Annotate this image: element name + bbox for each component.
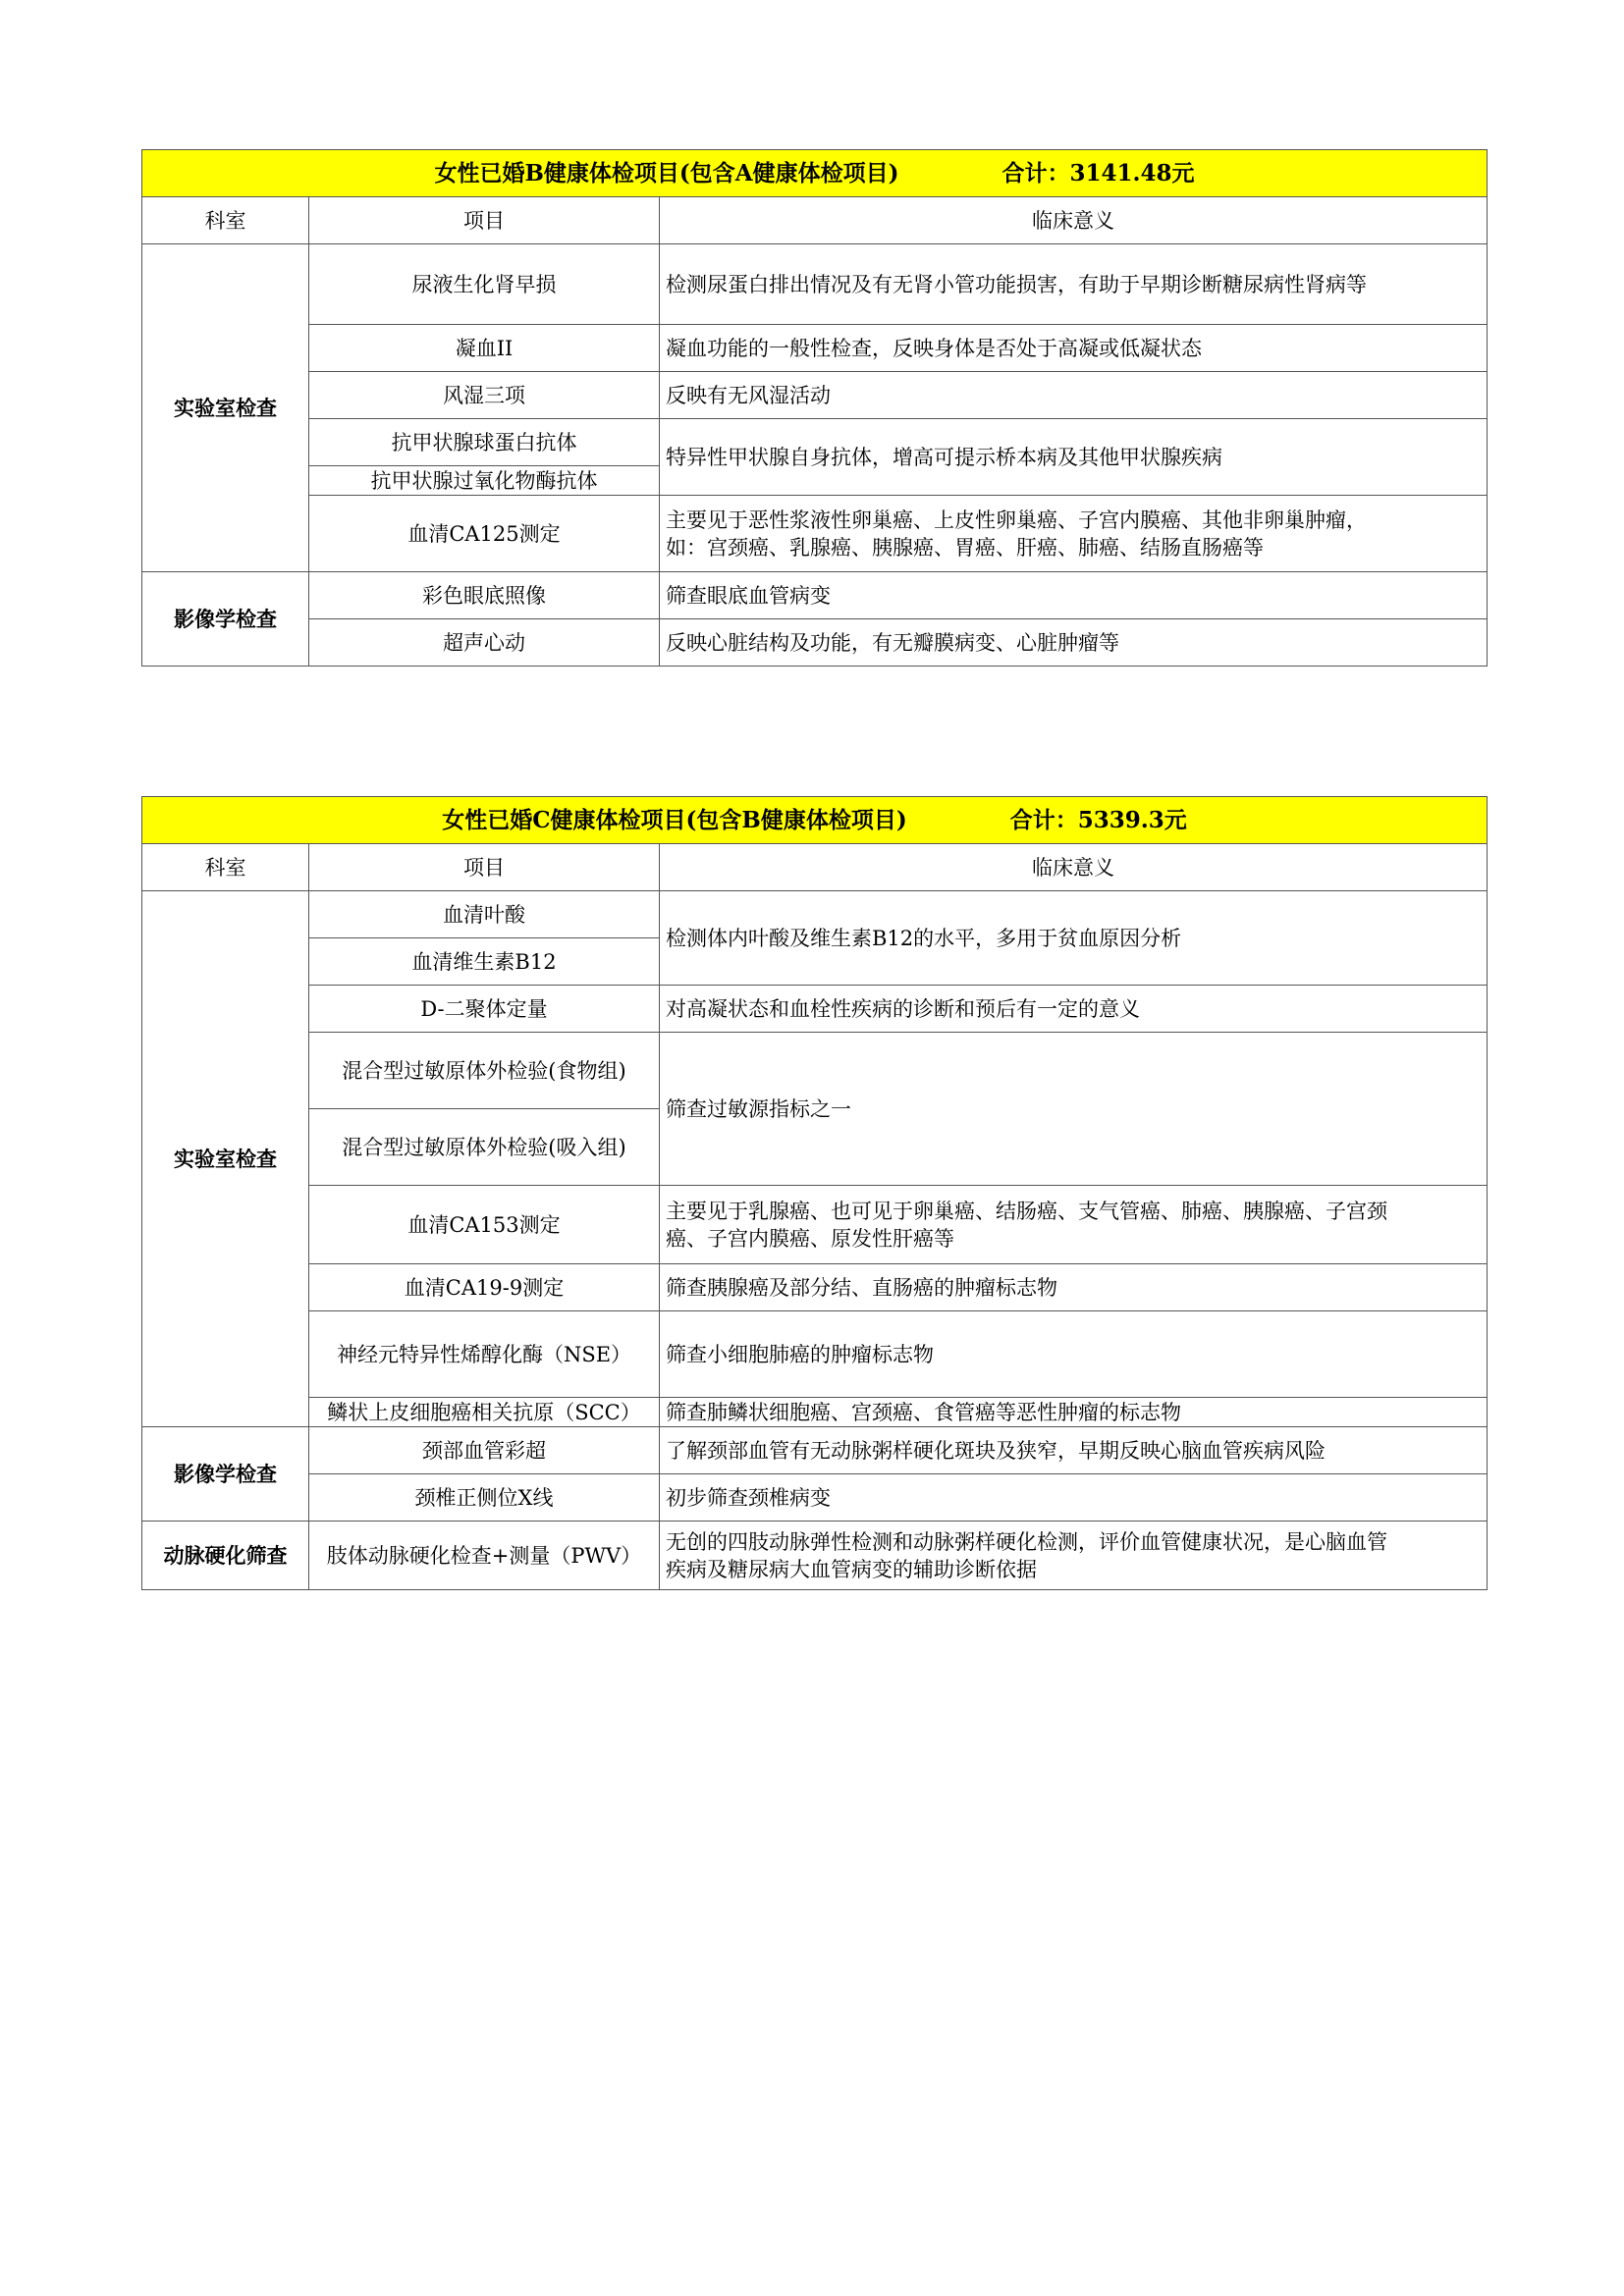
header-dept: 科室 [142, 197, 309, 244]
meaning-cell: 检测体内叶酸及维生素B12的水平，多用于贫血原因分析 [660, 891, 1488, 986]
table-title-row [142, 797, 1488, 844]
meaning-cell: 对高凝状态和血栓性疾病的诊断和预后有一定的意义 [660, 986, 1488, 1033]
meaning-cell [660, 496, 1488, 572]
table-title: 女性已婚B健康体检项目(包含A健康体检项目) [434, 159, 899, 187]
item-cell: 肢体动脉硬化检查+测量（PWV） [309, 1522, 660, 1590]
item-cell: D-二聚体定量 [309, 986, 660, 1033]
table-title-row [142, 150, 1488, 197]
meaning-cell: 筛查眼底血管病变 [660, 572, 1488, 619]
item-cell: 血清CA153测定 [309, 1186, 660, 1264]
item-cell: 血清维生素B12 [309, 938, 660, 986]
exam-table-c [141, 796, 1488, 1590]
header-dept: 科室 [142, 844, 309, 891]
item-cell: 抗甲状腺过氧化物酶抗体 [309, 466, 660, 496]
meaning-cell: 反映心脏结构及功能，有无瓣膜病变、心脏肿瘤等 [660, 619, 1488, 667]
item-cell: 血清CA19-9测定 [309, 1264, 660, 1311]
item-cell: 颈部血管彩超 [309, 1427, 660, 1474]
dept-imaging: 影像学检查 [142, 1427, 309, 1522]
item-cell: 血清叶酸 [309, 891, 660, 938]
meaning-cell [660, 1522, 1488, 1590]
header-item: 项目 [309, 844, 660, 891]
meaning-line: 主要见于乳腺癌、也可见于卵巢癌、结肠癌、支气管癌、肺癌、胰腺癌、子宫颈 [666, 1199, 1387, 1223]
table-total: 合计：3141.48元 [1001, 159, 1195, 187]
item-cell: 混合型过敏原体外检验(食物组) [309, 1033, 660, 1109]
meaning-line: 如：宫颈癌、乳腺癌、胰腺癌、胃癌、肝癌、肺癌、结肠直肠癌等 [666, 535, 1264, 560]
header-meaning: 临床意义 [660, 197, 1488, 244]
item-cell: 凝血II [309, 325, 660, 372]
header-meaning: 临床意义 [660, 844, 1488, 891]
meaning-cell: 初步筛查颈椎病变 [660, 1474, 1488, 1522]
meaning-line: 癌、子宫内膜癌、原发性肝癌等 [666, 1226, 954, 1251]
dept-lab: 实验室检查 [142, 891, 309, 1427]
exam-table-b [141, 149, 1488, 667]
meaning-line: 主要见于恶性浆液性卵巢癌、上皮性卵巢癌、子宫内膜癌、其他非卵巢肿瘤， [666, 507, 1367, 532]
header-item: 项目 [309, 197, 660, 244]
table-title: 女性已婚C健康体检项目(包含B健康体检项目) [442, 806, 907, 833]
meaning-cell: 筛查肺鳞状细胞癌、宫颈癌、食管癌等恶性肿瘤的标志物 [660, 1398, 1488, 1427]
meaning-cell: 反映有无风湿活动 [660, 372, 1488, 419]
meaning-line: 疾病及糖尿病大血管病变的辅助诊断依据 [666, 1557, 1037, 1581]
meaning-cell: 筛查过敏源指标之一 [660, 1033, 1488, 1186]
meaning-cell: 筛查小细胞肺癌的肿瘤标志物 [660, 1311, 1488, 1398]
item-cell: 超声心动 [309, 619, 660, 667]
item-cell: 彩色眼底照像 [309, 572, 660, 619]
item-cell: 尿液生化肾早损 [309, 244, 660, 325]
item-cell: 鳞状上皮细胞癌相关抗原（SCC） [309, 1398, 660, 1427]
table-total: 合计：5339.3元 [1009, 806, 1187, 833]
item-cell: 风湿三项 [309, 372, 660, 419]
item-cell: 颈椎正侧位X线 [309, 1474, 660, 1522]
item-cell: 抗甲状腺球蛋白抗体 [309, 419, 660, 466]
meaning-cell [660, 1186, 1488, 1264]
meaning-cell: 筛查胰腺癌及部分结、直肠癌的肿瘤标志物 [660, 1264, 1488, 1311]
item-cell: 血清CA125测定 [309, 496, 660, 572]
item-cell: 神经元特异性烯醇化酶（NSE） [309, 1311, 660, 1398]
meaning-line: 无创的四肢动脉弹性检测和动脉粥样硬化检测，评价血管健康状况，是心脑血管 [666, 1529, 1387, 1554]
dept-lab: 实验室检查 [142, 244, 309, 572]
meaning-cell: 凝血功能的一般性检查，反映身体是否处于高凝或低凝状态 [660, 325, 1488, 372]
dept-imaging: 影像学检查 [142, 572, 309, 667]
item-cell: 混合型过敏原体外检验(吸入组) [309, 1109, 660, 1186]
meaning-cell: 特异性甲状腺自身抗体，增高可提示桥本病及其他甲状腺疾病 [660, 419, 1488, 496]
meaning-cell: 了解颈部血管有无动脉粥样硬化斑块及狭窄，早期反映心脑血管疾病风险 [660, 1427, 1488, 1474]
dept-arteriosclerosis: 动脉硬化筛查 [142, 1522, 309, 1590]
meaning-cell: 检测尿蛋白排出情况及有无肾小管功能损害，有助于早期诊断糖尿病性肾病等 [660, 244, 1488, 325]
